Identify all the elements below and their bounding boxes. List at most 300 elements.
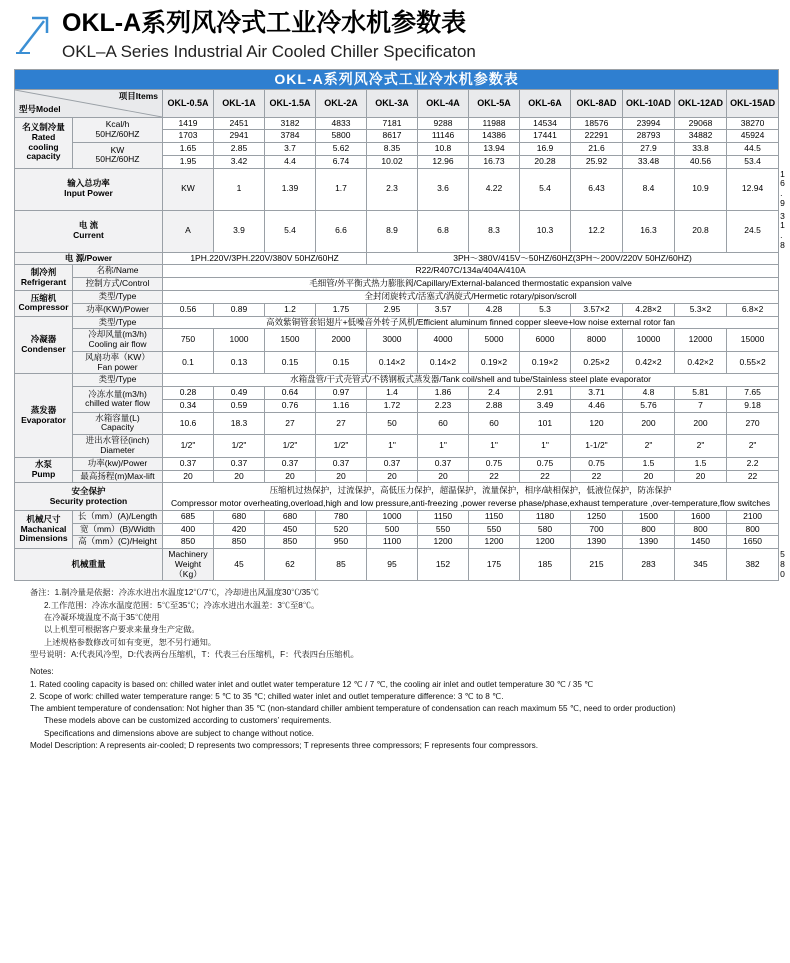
cell-r20-c6: 22: [469, 470, 520, 483]
note-cn-3: 在冷凝环境温度不高于35℃使用: [44, 613, 160, 623]
row-sub-label: 高（mm）(C)/Height: [73, 536, 163, 549]
cell-r18-c6: 1": [469, 435, 520, 458]
cell-r24-c11: 1650: [727, 536, 779, 549]
note-cn-5: 上述规格参数修改可如有变更，恕不另行通知。: [44, 637, 216, 647]
cell-r3-c3: 6.74: [316, 155, 367, 168]
cell-r19-c9: 1.5: [623, 457, 675, 470]
cell-r18-c1: 1/2": [214, 435, 265, 458]
cell-r4-c0: 1: [214, 168, 265, 210]
cell-r20-c10: 20: [675, 470, 727, 483]
row-group-label: 名义制冷量 Rated cooling capacity: [15, 117, 73, 168]
cell-r17-c5: 60: [418, 412, 469, 435]
cell-r24-c1: 850: [214, 536, 265, 549]
row-sub-label: 功率(KW)/Power: [73, 303, 163, 316]
cell-r20-c3: 20: [316, 470, 367, 483]
cell-r20-c9: 20: [623, 470, 675, 483]
cell-r4-c5: 4.22: [469, 168, 520, 210]
cell-r22-c0: 685: [163, 510, 214, 523]
cell-r12-c10: 12000: [675, 329, 727, 352]
cell-r2-c5: 10.8: [418, 143, 469, 156]
cell-r2-c8: 21.6: [571, 143, 623, 156]
cell-r4-c8: 8.4: [623, 168, 675, 210]
cell-r12-c1: 1000: [214, 329, 265, 352]
row-full-value: R22/R407C/134a/404A/410A: [163, 265, 779, 278]
model-header-5: OKL-4A: [418, 89, 469, 117]
cell-r10-c8: 3.57×2: [571, 303, 623, 316]
cell-r5-c0: 3.9: [214, 210, 265, 252]
row-group-label: 机械重量: [15, 549, 163, 581]
note-en-3: The ambient temperature of condensation: Not higher than 35 ℃ (non-standard chiller ambient temperature of condensation can reach maximum 55 ℃, need to order production): [30, 704, 676, 714]
cell-r15-c2: 0.64: [265, 387, 316, 400]
cell-r15-c4: 1.4: [367, 387, 418, 400]
cell-r24-c9: 1390: [623, 536, 675, 549]
cell-r15-c5: 1.86: [418, 387, 469, 400]
cell-r19-c1: 0.37: [214, 457, 265, 470]
row-sub-label: 长（mm）(A)/Length: [73, 510, 163, 523]
cell-r16-c3: 1.16: [316, 399, 367, 412]
row-sub-label: A: [163, 210, 214, 252]
cell-r0-c8: 18576: [571, 117, 623, 130]
cell-r13-c4: 0.14×2: [367, 351, 418, 374]
row-sub-label: 控制方式/Control: [73, 278, 163, 291]
cell-r0-c6: 11988: [469, 117, 520, 130]
cell-r17-c8: 120: [571, 412, 623, 435]
cell-r24-c6: 1200: [469, 536, 520, 549]
cell-r25-c5: 175: [469, 549, 520, 581]
arrow-logo-icon: [14, 10, 60, 56]
cell-r13-c7: 0.19×2: [520, 351, 571, 374]
cell-r5-c8: 16.3: [623, 210, 675, 252]
cell-r2-c4: 8.35: [367, 143, 418, 156]
cell-r17-c1: 18.3: [214, 412, 265, 435]
table-row: [15, 329, 779, 352]
cell-r16-c6: 2.88: [469, 399, 520, 412]
model-header-row: [15, 89, 779, 117]
row-full-value: 全封闭旋转式/活塞式/涡旋式/Hermetic rotary/pison/scroll: [163, 291, 779, 304]
cell-r16-c11: 9.18: [727, 399, 779, 412]
row-group-label: 电 流 Current: [15, 210, 163, 252]
cell-r16-c8: 4.46: [571, 399, 623, 412]
cell-r19-c7: 0.75: [520, 457, 571, 470]
cell-r25-c2: 85: [316, 549, 367, 581]
cell-r22-c2: 680: [265, 510, 316, 523]
cell-r15-c3: 0.97: [316, 387, 367, 400]
table-row: [15, 252, 779, 265]
cell-r16-c2: 0.76: [265, 399, 316, 412]
table-row: [15, 457, 779, 470]
cell-r22-c8: 1250: [571, 510, 623, 523]
cell-r12-c4: 3000: [367, 329, 418, 352]
cell-r15-c11: 7.65: [727, 387, 779, 400]
row-group-label: 输入总功率 Input Power: [15, 168, 163, 210]
cell-r25-c10: 382: [727, 549, 779, 581]
cell-r12-c6: 5000: [469, 329, 520, 352]
cell-r4-c2: 1.7: [316, 168, 367, 210]
cell-r23-c6: 550: [469, 523, 520, 536]
cell-r0-c0: 1419: [163, 117, 214, 130]
cell-r23-c9: 800: [623, 523, 675, 536]
cell-r22-c4: 1000: [367, 510, 418, 523]
table-row: 输入总功率 Input Power KW 1 1.39 1.7 2.3 3.6 4.22 5.4 6.43 8.4 10.9 12.94 16.9: [15, 168, 779, 210]
note-en-2: 2. Scope of work: chilled water temperature range: 5 ℃ to 35 ℃; chilled water inlet and outlet temperature difference: 3 ℃ to 8 ℃.: [30, 691, 504, 701]
cell-r17-c4: 50: [367, 412, 418, 435]
cell-r10-c1: 0.89: [214, 303, 265, 316]
cell-r5-c1: 5.4: [265, 210, 316, 252]
cell-r20-c8: 22: [571, 470, 623, 483]
cell-r15-c8: 3.71: [571, 387, 623, 400]
cell-r1-c9: 28793: [623, 130, 675, 143]
row-sub-label: 水箱容量(L) Capacity: [73, 412, 163, 435]
cell-r23-c8: 700: [571, 523, 623, 536]
note-cn-6: 型号说明：A:代表风冷型，D:代表两台压缩机，T：代表三台压缩机，F：代表四台压缩机。: [30, 649, 359, 659]
cell-r3-c4: 10.02: [367, 155, 418, 168]
cell-r4-c10: 12.94: [727, 168, 779, 210]
cell-r5-c4: 6.8: [418, 210, 469, 252]
cell-r19-c6: 0.75: [469, 457, 520, 470]
cell-r12-c5: 4000: [418, 329, 469, 352]
cell-r19-c0: 0.37: [163, 457, 214, 470]
row-split-value-0: 1PH.220V/3PH.220V/380V 50HZ/60HZ: [163, 252, 367, 265]
model-header-3: OKL-2A: [316, 89, 367, 117]
note-en-6: Model Description: A represents air-cooled; D represents two compressors; T represents three compressors; F represents four compressors.: [30, 741, 538, 751]
cell-r15-c6: 2.4: [469, 387, 520, 400]
note-en-4: These models above can be customized according to customers’ requirements.: [44, 716, 332, 726]
cell-r12-c3: 2000: [316, 329, 367, 352]
cell-r16-c1: 0.59: [214, 399, 265, 412]
table-banner: OKL-A系列风冷式工业冷水机参数表: [15, 70, 779, 89]
cell-r5-c5: 8.3: [469, 210, 520, 252]
cell-r23-c5: 550: [418, 523, 469, 536]
cell-r3-c6: 16.73: [469, 155, 520, 168]
table-row: [15, 523, 779, 536]
row-group-label: 蒸发器 Evaporator: [15, 374, 73, 457]
model-header-11: OKL-15AD: [727, 89, 779, 117]
cell-r22-c11: 2100: [727, 510, 779, 523]
cell-r18-c10: 2": [675, 435, 727, 458]
cell-r0-c10: 29068: [675, 117, 727, 130]
page-title: OKL-A系列风冷式工业冷水机参数表: [62, 9, 467, 37]
cell-r1-c0: 1703: [163, 130, 214, 143]
cell-r24-c4: 1100: [367, 536, 418, 549]
table-row: [15, 117, 779, 130]
table-row: [15, 536, 779, 549]
cell-r2-c11: 44.5: [727, 143, 779, 156]
cell-r22-c3: 780: [316, 510, 367, 523]
row-sub-label: 冷却风量(m3/h) Cooling air flow: [73, 329, 163, 352]
cell-r20-c2: 20: [265, 470, 316, 483]
cell-r18-c4: 1": [367, 435, 418, 458]
cell-r2-c6: 13.94: [469, 143, 520, 156]
table-corner-cell: 型号Model 项目Items: [15, 89, 163, 117]
cell-r0-c1: 2451: [214, 117, 265, 130]
cell-r25-c0: 45: [214, 549, 265, 581]
model-header-2: OKL-1.5A: [265, 89, 316, 117]
cell-r2-c7: 16.9: [520, 143, 571, 156]
row-sub-label: 进出水管径(inch) Diameter: [73, 435, 163, 458]
table-row: [15, 435, 779, 458]
table-row: [15, 143, 779, 156]
page-subtitle: OKL–A Series Industrial Air Cooled Chiller Specificaton: [62, 41, 476, 61]
cell-r23-c2: 450: [265, 523, 316, 536]
cell-r25-c7: 215: [571, 549, 623, 581]
cell-r20-c4: 20: [367, 470, 418, 483]
cell-r22-c9: 1500: [623, 510, 675, 523]
cell-r24-c5: 1200: [418, 536, 469, 549]
cell-r1-c8: 22291: [571, 130, 623, 143]
cell-r23-c10: 800: [675, 523, 727, 536]
cell-r10-c6: 4.28: [469, 303, 520, 316]
model-header-9: OKL-10AD: [623, 89, 675, 117]
cell-r3-c9: 33.48: [623, 155, 675, 168]
security-protection-text: 压缩机过热保护，过流保护，高低压力保护，超温保护，流量保护，相序/缺相保护，低液位保护，防冻保护 Compressor motor overheating,overload,high and low pressure,anti-freezing ,power reverse phase/phase,exhaust temperature ,over-temperature,flow switches: [163, 483, 779, 511]
cell-r10-c9: 4.28×2: [623, 303, 675, 316]
row-sub-label: 宽（mm）(B)/Width: [73, 523, 163, 536]
specification-table: [14, 69, 785, 581]
cell-r13-c6: 0.19×2: [469, 351, 520, 374]
cell-r4-c1: 1.39: [265, 168, 316, 210]
table-row: [15, 412, 779, 435]
cell-r13-c9: 0.42×2: [623, 351, 675, 374]
row-sub-label: 类型/Type: [73, 291, 163, 304]
row-group-label: 冷凝器 Condenser: [15, 316, 73, 374]
cell-r17-c6: 60: [469, 412, 520, 435]
note-cn-1: 备注：1.制冷量是依据：冷冻水进出水温度12℃/7℃，冷却进出风温度30℃/35℃: [30, 588, 319, 598]
cell-r19-c8: 0.75: [571, 457, 623, 470]
row-sub-label: KW: [163, 168, 214, 210]
cell-r24-c2: 850: [265, 536, 316, 549]
cell-r16-c9: 5.76: [623, 399, 675, 412]
cell-r18-c8: 1-1/2": [571, 435, 623, 458]
cell-r10-c11: 6.8×2: [727, 303, 779, 316]
cell-r12-c0: 750: [163, 329, 214, 352]
model-header-7: OKL-6A: [520, 89, 571, 117]
cell-r13-c10: 0.42×2: [675, 351, 727, 374]
cell-r5-c10: 24.5: [727, 210, 779, 252]
table-row: [15, 351, 779, 374]
cell-r24-c7: 1200: [520, 536, 571, 549]
row-sub-label: 最高扬程(m)Max-lift: [73, 470, 163, 483]
cell-r25-c3: 95: [367, 549, 418, 581]
cell-r17-c0: 10.6: [163, 412, 214, 435]
model-header-0: OKL-0.5A: [163, 89, 214, 117]
cell-r19-c10: 1.5: [675, 457, 727, 470]
cell-r1-c7: 17441: [520, 130, 571, 143]
cell-r1-c6: 14386: [469, 130, 520, 143]
cell-r22-c1: 680: [214, 510, 265, 523]
cell-r22-c10: 1600: [675, 510, 727, 523]
cell-r13-c0: 0.1: [163, 351, 214, 374]
cell-r12-c11: 15000: [727, 329, 779, 352]
cell-r24-c0: 850: [163, 536, 214, 549]
cell-r25-c9: 345: [675, 549, 727, 581]
cell-r4-c7: 6.43: [571, 168, 623, 210]
table-row: [15, 374, 779, 387]
cell-r15-c10: 5.81: [675, 387, 727, 400]
row-group-label: 安全保护 Security protection: [15, 483, 163, 511]
cell-r12-c8: 8000: [571, 329, 623, 352]
cell-r3-c0: 1.95: [163, 155, 214, 168]
cell-r20-c5: 20: [418, 470, 469, 483]
cell-r1-c11: 45924: [727, 130, 779, 143]
cell-r15-c7: 2.91: [520, 387, 571, 400]
cell-r10-c3: 1.75: [316, 303, 367, 316]
notes-en-title: Notes:: [30, 667, 54, 677]
cell-r19-c5: 0.37: [418, 457, 469, 470]
row-group-label: 制冷剂 Refrigerant: [15, 265, 73, 291]
cell-r5-c7: 12.2: [571, 210, 623, 252]
cell-r15-c9: 4.8: [623, 387, 675, 400]
cell-r3-c8: 25.92: [571, 155, 623, 168]
cell-r23-c7: 580: [520, 523, 571, 536]
cell-r1-c1: 2941: [214, 130, 265, 143]
table-row: [15, 470, 779, 483]
cell-r24-c10: 1450: [675, 536, 727, 549]
cell-r3-c1: 3.42: [214, 155, 265, 168]
cell-r19-c3: 0.37: [316, 457, 367, 470]
cell-r17-c2: 27: [265, 412, 316, 435]
cell-r4-c6: 5.4: [520, 168, 571, 210]
cell-r0-c3: 4833: [316, 117, 367, 130]
cell-r3-c2: 4.4: [265, 155, 316, 168]
cell-r19-c2: 0.37: [265, 457, 316, 470]
cell-r17-c10: 200: [675, 412, 727, 435]
note-en-5: Specifications and dimensions above are subject to change without notice.: [44, 728, 314, 738]
cell-r18-c9: 2": [623, 435, 675, 458]
note-cn-2: 2.工作范围：冷冻水温度范围：5℃至35℃；冷冻水进出水温差：3℃至8℃。: [44, 600, 320, 610]
table-row: [15, 265, 779, 278]
cell-r3-c11: 53.4: [727, 155, 779, 168]
row-sub-label: Machinery Weight （Kg）: [163, 549, 214, 581]
cell-r18-c0: 1/2": [163, 435, 214, 458]
cell-r15-c0: 0.28: [163, 387, 214, 400]
model-header-10: OKL-12AD: [675, 89, 727, 117]
row-group-label: 水泵 Pump: [15, 457, 73, 483]
cell-r23-c3: 520: [316, 523, 367, 536]
cell-r0-c2: 3182: [265, 117, 316, 130]
table-body: [15, 70, 785, 581]
cell-r2-c1: 2.85: [214, 143, 265, 156]
note-cn-4: 以上机型可根据客户要求来量身生产定做。: [44, 625, 200, 635]
cell-r13-c3: 0.15: [316, 351, 367, 374]
table-row: [15, 483, 779, 511]
cell-r23-c11: 800: [727, 523, 779, 536]
table-row: [15, 316, 779, 329]
cell-r22-c7: 1180: [520, 510, 571, 523]
cell-r0-c4: 7181: [367, 117, 418, 130]
cell-r10-c10: 5.3×2: [675, 303, 727, 316]
cell-r2-c0: 1.65: [163, 143, 214, 156]
row-group-label: 压缩机 Compressor: [15, 291, 73, 317]
page-header: [14, 0, 776, 69]
cell-r24-c3: 950: [316, 536, 367, 549]
cell-r17-c3: 27: [316, 412, 367, 435]
cell-r25-c1: 62: [265, 549, 316, 581]
cell-r13-c5: 0.14×2: [418, 351, 469, 374]
table-row: [15, 510, 779, 523]
cell-r23-c0: 400: [163, 523, 214, 536]
cell-r1-c5: 11146: [418, 130, 469, 143]
cell-r0-c5: 9288: [418, 117, 469, 130]
cell-r16-c5: 2.23: [418, 399, 469, 412]
cell-r12-c2: 1500: [265, 329, 316, 352]
cell-r2-c2: 3.7: [265, 143, 316, 156]
cell-r18-c2: 1/2": [265, 435, 316, 458]
row-sub-label: KW 50HZ/60HZ: [73, 143, 163, 169]
notes-section: [14, 581, 776, 766]
cell-r2-c3: 5.62: [316, 143, 367, 156]
model-header-4: OKL-3A: [367, 89, 418, 117]
cell-r23-c1: 420: [214, 523, 265, 536]
cell-r16-c4: 1.72: [367, 399, 418, 412]
cell-r10-c0: 0.56: [163, 303, 214, 316]
cell-r19-c4: 0.37: [367, 457, 418, 470]
cell-r17-c7: 101: [520, 412, 571, 435]
row-split-value-1: 3PH～380V/415V～50HZ/60HZ(3PH～200V/220V 50HZ/60HZ): [367, 252, 779, 265]
row-sub-label: Kcal/h 50HZ/60HZ: [73, 117, 163, 143]
cell-r4-c9: 10.9: [675, 168, 727, 210]
cell-r1-c4: 8617: [367, 130, 418, 143]
cell-r3-c7: 20.28: [520, 155, 571, 168]
row-sub-label: 冷冻水量(m3/h) chilled water flow: [73, 387, 163, 413]
cell-r4-c3: 2.3: [367, 168, 418, 210]
cell-r20-c7: 22: [520, 470, 571, 483]
cell-r3-c10: 40.56: [675, 155, 727, 168]
table-row: 电 流 Current A 3.9 5.4 6.6 8.9 6.8 8.3 10.3 12.2 16.3 20.8 24.5 31.8: [15, 210, 779, 252]
table-row: [15, 291, 779, 304]
cell-r10-c4: 2.95: [367, 303, 418, 316]
cell-r5-c2: 6.6: [316, 210, 367, 252]
cell-r2-c9: 27.9: [623, 143, 675, 156]
cell-r10-c5: 3.57: [418, 303, 469, 316]
cell-r1-c2: 3784: [265, 130, 316, 143]
cell-r19-c11: 2.2: [727, 457, 779, 470]
cell-r18-c11: 2": [727, 435, 779, 458]
row-sub-label: 风扇功率（KW） Fan power: [73, 351, 163, 374]
model-header-6: OKL-5A: [469, 89, 520, 117]
cell-r4-c4: 3.6: [418, 168, 469, 210]
cell-r1-c10: 34882: [675, 130, 727, 143]
cell-r13-c1: 0.13: [214, 351, 265, 374]
table-banner-row: [15, 70, 779, 89]
cell-r20-c11: 22: [727, 470, 779, 483]
row-full-value: 水箱盘管/干式壳管式/不锈钢板式蒸发器/Tank coil/shell and tube/Stainless steel plate evaporator: [163, 374, 779, 387]
cell-r0-c7: 14534: [520, 117, 571, 130]
row-group-label: 机械尺寸 Machanical Dimensions: [15, 510, 73, 548]
row-full-value: 毛细管/外平衡式热力膨胀阀/Capillary/External-balanced thermostatic expansion valve: [163, 278, 779, 291]
cell-r13-c2: 0.15: [265, 351, 316, 374]
cell-r25-c4: 152: [418, 549, 469, 581]
row-sub-label: 名称/Name: [73, 265, 163, 278]
row-group-label: 电 源/Power: [15, 252, 163, 265]
cell-r0-c9: 23994: [623, 117, 675, 130]
cell-r13-c11: 0.55×2: [727, 351, 779, 374]
cell-r20-c0: 20: [163, 470, 214, 483]
cell-r18-c3: 1/2": [316, 435, 367, 458]
cell-r5-c3: 8.9: [367, 210, 418, 252]
cell-r3-c5: 12.96: [418, 155, 469, 168]
cell-r5-c6: 10.3: [520, 210, 571, 252]
cell-r16-c10: 7: [675, 399, 727, 412]
table-row: [15, 303, 779, 316]
cell-r12-c7: 6000: [520, 329, 571, 352]
cell-r22-c6: 1150: [469, 510, 520, 523]
cell-r17-c9: 200: [623, 412, 675, 435]
cell-r1-c3: 5800: [316, 130, 367, 143]
cell-r10-c7: 5.3: [520, 303, 571, 316]
cell-r25-c8: 283: [623, 549, 675, 581]
cell-r10-c2: 1.2: [265, 303, 316, 316]
cell-r25-c6: 185: [520, 549, 571, 581]
